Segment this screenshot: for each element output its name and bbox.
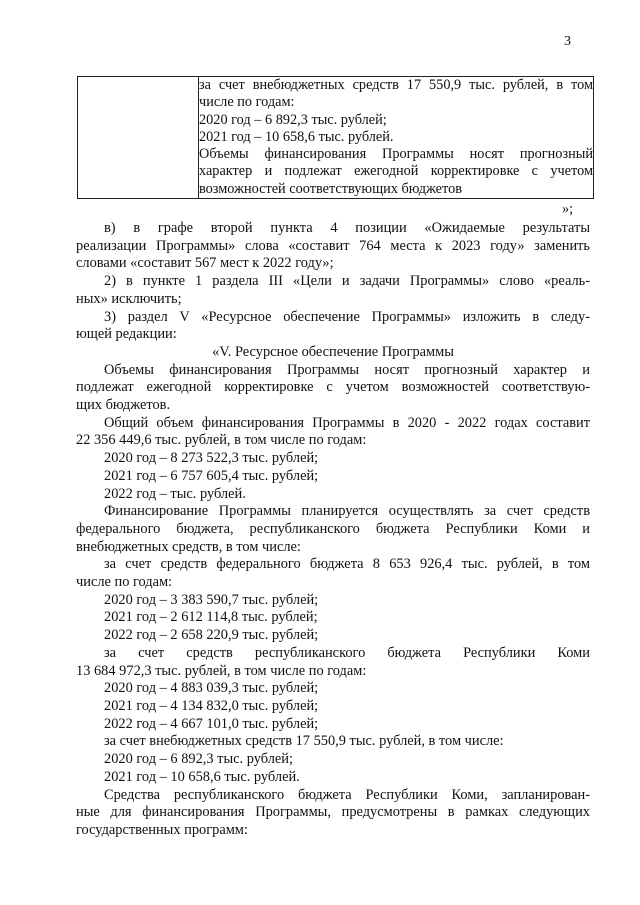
body-line: 2021 год – 2 612 114,8 тыс. рублей;	[104, 609, 318, 626]
table-content-cell	[199, 77, 594, 199]
body-line: 2022 год – 2 658 220,9 тыс. рублей;	[104, 627, 319, 644]
body-line: 22 356 449,6 тыс. рублей, в том числе по годам:	[76, 432, 367, 449]
body-line: 2020 год – 8 273 522,3 тыс. рублей;	[104, 450, 319, 467]
body-line: 2022 год – тыс. рублей.	[104, 485, 246, 502]
body-line: ющей редакции:	[76, 326, 177, 343]
page-number: 3	[564, 34, 571, 49]
body-line: 2021 год – 6 757 605,4 тыс. рублей;	[104, 467, 319, 484]
body-line: Финансирование Программы планируется осуществлять за счет средств	[104, 503, 590, 520]
financing-table	[77, 76, 594, 199]
body-line: ные для финансирования Программы, предусмотрены в рамках следующих	[76, 804, 590, 821]
body-line: 2020 год – 3 383 590,7 тыс. рублей;	[104, 591, 319, 608]
table-line: числе по годам:	[199, 94, 295, 111]
section-heading: «V. Ресурсное обеспечение Программы	[212, 343, 454, 360]
closing-quote: »;	[562, 201, 574, 217]
body-line: 2020 год – 4 883 039,3 тыс. рублей;	[104, 680, 319, 697]
table-line: возможностей соответствующих бюджетов	[199, 180, 462, 197]
body-line: 2022 год – 4 667 101,0 тыс. рублей;	[104, 715, 319, 732]
body-line: подлежат ежегодной корректировке с учетом возможностей соответствую-	[76, 379, 590, 396]
body-line: Объемы финансирования Программы носят прогнозный характер и	[104, 361, 590, 378]
body-line: ных» исключить;	[76, 290, 182, 307]
body-line: Общий объем финансирования Программы в 2020 - 2022 годах составит	[104, 414, 590, 431]
body-line: словами «составит 567 мест к 2022 году»;	[76, 255, 334, 272]
table-line: за счет внебюджетных средств 17 550,9 тыс. рублей, в том	[199, 77, 593, 93]
body-line: реализации Программы» слова «составит 764 места к 2023 году» заменить	[76, 237, 590, 254]
document-body	[76, 220, 590, 840]
body-line: за счет средств федерального бюджета 8 653 926,4 тыс. рублей, в том	[104, 556, 590, 573]
body-line: федерального бюджета, республиканского бюджета Республики Коми и	[76, 520, 590, 537]
body-line: числе по годам:	[76, 574, 173, 591]
body-line: за счет внебюджетных средств 17 550,9 тыс. рублей, в том числе:	[104, 733, 504, 750]
body-line: 2) в пункте 1 раздела III «Цели и задачи Программы» слово «реаль-	[104, 273, 590, 290]
body-line: 2021 год – 4 134 832,0 тыс. рублей;	[104, 697, 319, 714]
table-line: 2021 год – 10 658,6 тыс. рублей.	[199, 128, 394, 145]
body-line: Средства республиканского бюджета Республики Коми, запланирован-	[104, 786, 590, 803]
body-line: 2021 год – 10 658,6 тыс. рублей.	[104, 768, 300, 785]
body-line: за счет средств республиканского бюджета Республики Коми	[104, 644, 590, 661]
table-line: Объемы финансирования Программы носят прогнозный	[199, 146, 593, 163]
table-line: характер и подлежат ежегодной корректировке с учетом	[199, 163, 593, 180]
body-line: государственных программ:	[76, 821, 248, 838]
body-line: внебюджетных средств, в том числе:	[76, 538, 301, 555]
table-label-cell	[78, 77, 199, 199]
body-line: 3) раздел V «Ресурсное обеспечение Программы» изложить в следу-	[104, 308, 590, 325]
body-line: щих бюджетов.	[76, 397, 171, 414]
body-line: в) в графе второй пункта 4 позиции «Ожидаемые результаты	[104, 220, 590, 236]
body-line: 2020 год – 6 892,3 тыс. рублей;	[104, 751, 293, 768]
table-line: 2020 год – 6 892,3 тыс. рублей;	[199, 111, 387, 128]
body-line: 13 684 972,3 тыс. рублей, в том числе по годам:	[76, 662, 367, 679]
